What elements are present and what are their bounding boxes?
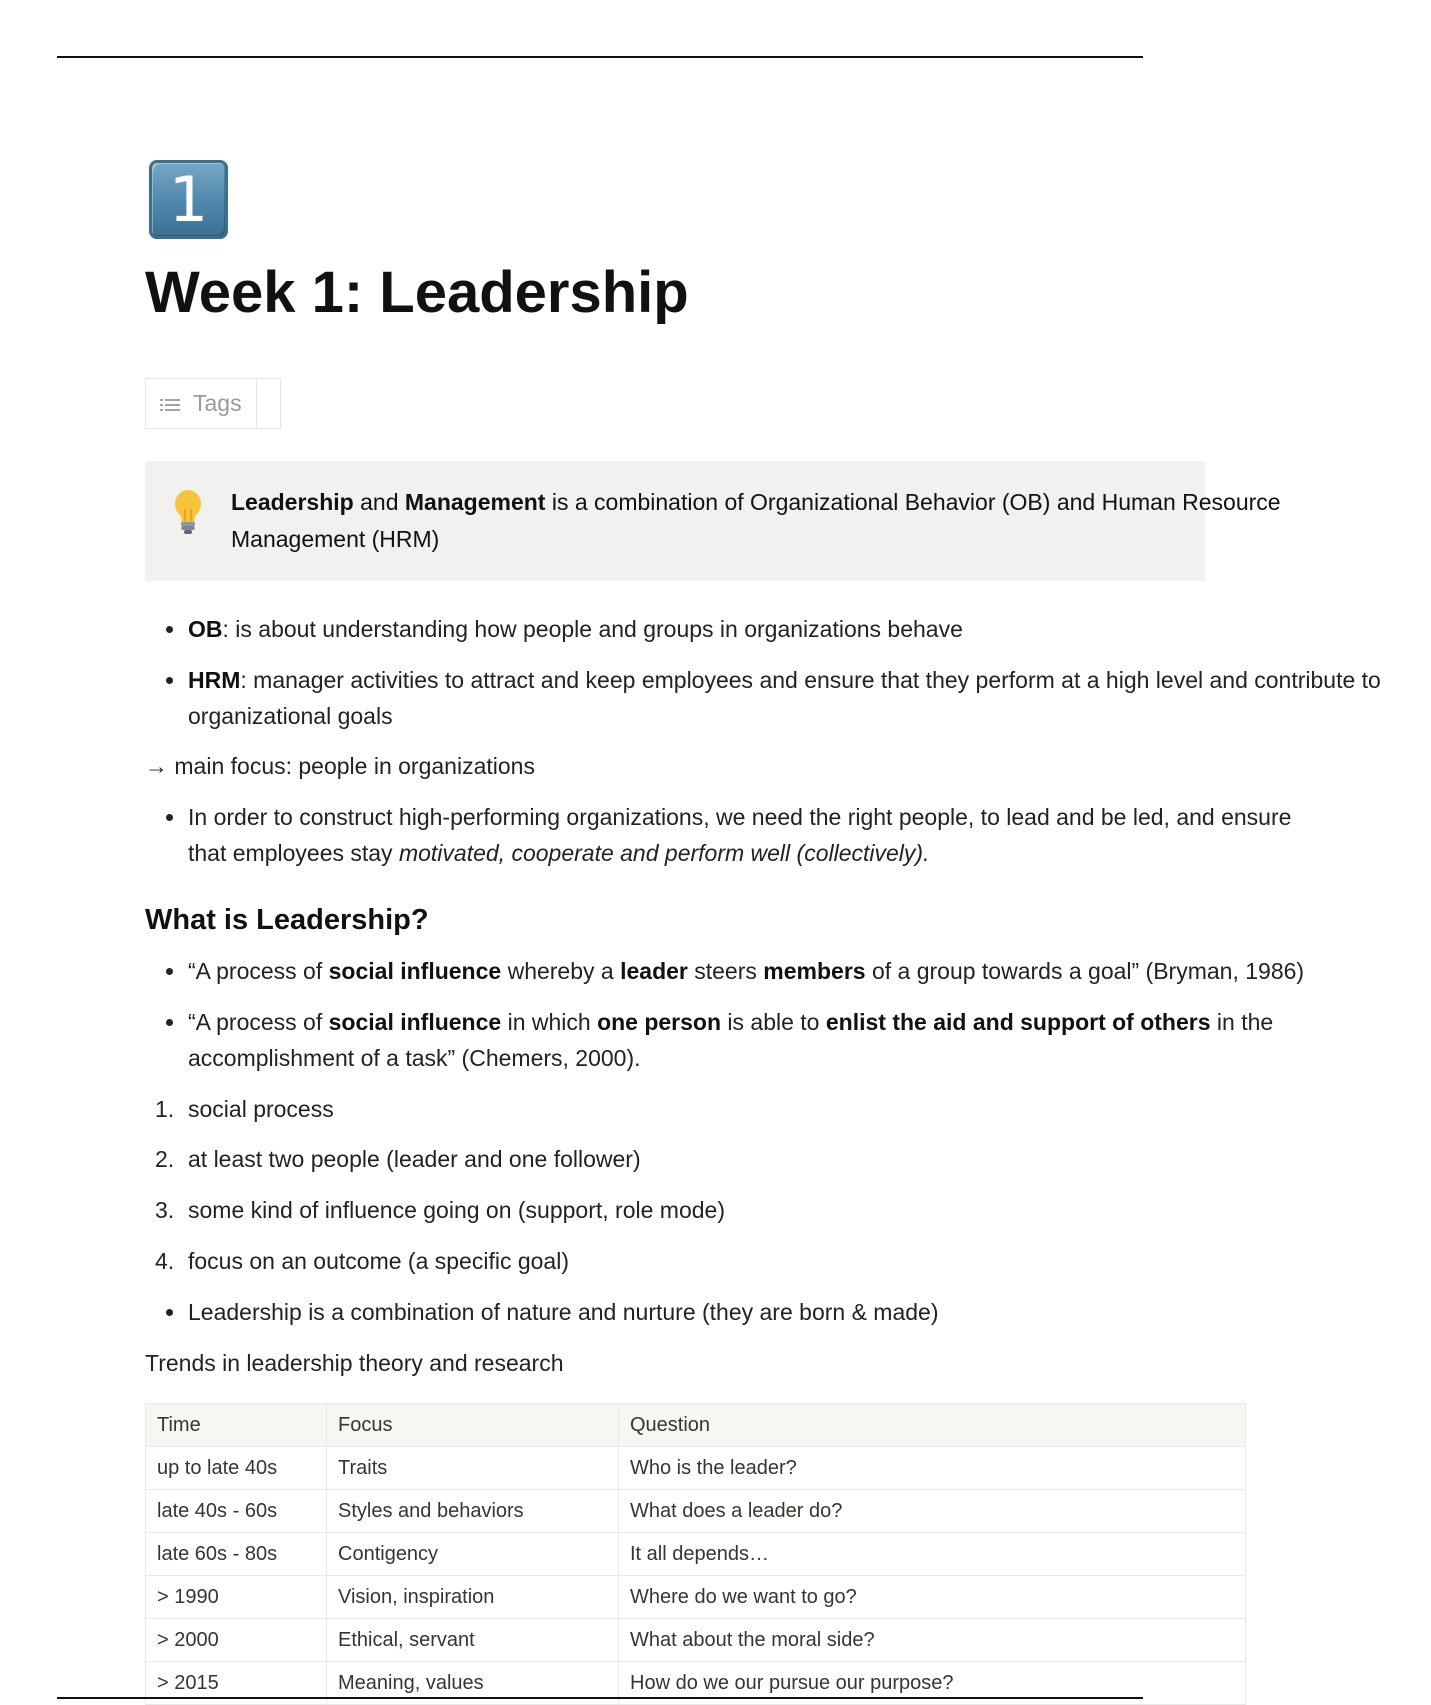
def2-bold-2: one person [597, 1009, 722, 1035]
tags-property[interactable] [145, 378, 281, 429]
def1-bold-2: leader [620, 958, 688, 984]
bullet-dot [166, 626, 173, 633]
callout-bold-management: Management [404, 489, 546, 515]
callout-text-and: and [353, 489, 405, 515]
def1-bold-3: members [763, 958, 866, 984]
def2-text-1: “A process of [188, 1009, 329, 1035]
numbered-marker: 2. [155, 1146, 175, 1172]
callout-text-rest: is a combination of Organizational Behavior (OB) and Human Resource [545, 489, 1281, 515]
table-cell-question[interactable]: Who is the leader? [619, 1447, 1246, 1490]
table-cell-focus[interactable]: Traits [327, 1447, 619, 1490]
keycap-digit-one-icon[interactable] [149, 160, 228, 239]
bullet-ob [188, 611, 963, 647]
table-cell-focus[interactable]: Vision, inspiration [327, 1576, 619, 1619]
table-cell-time[interactable]: up to late 40s [146, 1447, 327, 1490]
page-title[interactable]: Week 1: Leadership [145, 260, 689, 325]
table-cell-question[interactable]: It all depends… [619, 1533, 1246, 1576]
hrm-text-line-2: organizational goals [188, 703, 393, 729]
table-row [146, 1533, 1246, 1576]
callout-block [145, 461, 1281, 581]
table-cell-focus[interactable]: Contigency [327, 1533, 619, 1576]
table-row [146, 1490, 1246, 1533]
table-row [146, 1619, 1246, 1662]
bullet-dot [166, 1019, 173, 1026]
numbered-item: social process [188, 1096, 334, 1122]
table-row [146, 1447, 1246, 1490]
numbered-marker: 4. [155, 1248, 175, 1274]
table-cell-time[interactable]: > 2000 [146, 1619, 327, 1662]
def2-text-3: is able to [721, 1009, 826, 1035]
table-cell-focus[interactable]: Meaning, values [327, 1662, 619, 1705]
def2-text-4: in the [1210, 1009, 1274, 1035]
bullet-dot [166, 1309, 173, 1316]
performing-plain: that employees stay [188, 840, 399, 866]
table-cell-question[interactable]: What about the moral side? [619, 1619, 1246, 1662]
definition-chemers-line-2: accomplishment of a task” (Chemers, 2000). [188, 1045, 641, 1071]
table-cell-time[interactable]: > 2015 [146, 1662, 327, 1705]
table-cell-question[interactable]: How do we our pursue our purpose? [619, 1662, 1246, 1705]
bullet-dot [166, 814, 173, 821]
hrm-text-line-1: : manager activities to attract and keep employees and ensure that they perform at a high level and contribute to [240, 667, 1381, 693]
numbered-item: focus on an outcome (a specific goal) [188, 1248, 569, 1274]
nature-nurture-bullet: Leadership is a combination of nature and nurture (they are born & made) [188, 1299, 939, 1325]
def2-text-2: in which [501, 1009, 598, 1035]
list-icon [160, 398, 180, 412]
table-cell-focus[interactable]: Styles and behaviors [327, 1490, 619, 1533]
callout-text [231, 484, 1431, 558]
trends-table [145, 1403, 1246, 1705]
table-cell-question[interactable]: What does a leader do? [619, 1490, 1246, 1533]
definition-chemers [188, 1004, 1273, 1040]
ob-label: OB [188, 616, 223, 642]
table-header-row [146, 1404, 1246, 1447]
ob-text: : is about understanding how people and groups in organizations behave [222, 616, 963, 642]
numbered-item: at least two people (leader and one follower) [188, 1146, 641, 1172]
bullet-hrm [188, 662, 1381, 698]
performing-line-1: In order to construct high-performing organizations, we need the right people, to lead and be led, and ensure [188, 804, 1292, 830]
table-cell-time[interactable]: late 40s - 60s [146, 1490, 327, 1533]
table-cell-time[interactable]: late 60s - 80s [146, 1533, 327, 1576]
bullet-dot [166, 968, 173, 975]
numbered-marker: 1. [155, 1096, 175, 1122]
column-header-focus[interactable]: Focus [327, 1404, 619, 1447]
table-cell-time[interactable]: > 1990 [146, 1576, 327, 1619]
def2-bold-3: enlist the aid and support of others [825, 1009, 1211, 1035]
callout-line-2: Management (HRM) [231, 526, 440, 552]
trends-caption: Trends in leadership theory and research [145, 1350, 564, 1376]
performing-italic: motivated, cooperate and perform well (collectively). [398, 840, 930, 866]
numbered-item: some kind of influence going on (support, role mode) [188, 1197, 725, 1223]
hrm-label: HRM [188, 667, 241, 693]
def1-text-2: whereby a [501, 958, 621, 984]
def1-text-4: of a group towards a goal” (Bryman, 1986) [865, 958, 1305, 984]
def1-text-1: “A process of [188, 958, 329, 984]
column-header-time[interactable]: Time [146, 1404, 327, 1447]
bottom-rule [57, 1697, 1143, 1699]
table-row [146, 1576, 1246, 1619]
callout-line-1 [231, 484, 1431, 521]
definition-bryman [188, 953, 1304, 989]
table-cell-focus[interactable]: Ethical, servant [327, 1619, 619, 1662]
callout-bold-leadership: Leadership [231, 489, 354, 515]
def1-text-3: steers [687, 958, 764, 984]
numbered-marker: 3. [155, 1197, 175, 1223]
light-bulb-icon [173, 489, 203, 535]
def2-bold-1: social influence [328, 1009, 502, 1035]
table-cell-question[interactable]: Where do we want to go? [619, 1576, 1246, 1619]
bullet-dot [166, 677, 173, 684]
main-focus-line: → main focus: people in organizations [145, 753, 535, 779]
tags-property-label[interactable] [146, 379, 257, 428]
def1-bold-1: social influence [328, 958, 502, 984]
tags-label: Tags [193, 390, 242, 416]
performing-line-2 [188, 835, 929, 871]
page-content [145, 0, 1381, 1697]
section-heading[interactable]: What is Leadership? [145, 904, 429, 936]
keycap-digit: 1 [168, 163, 209, 236]
column-header-question[interactable]: Question [619, 1404, 1246, 1447]
